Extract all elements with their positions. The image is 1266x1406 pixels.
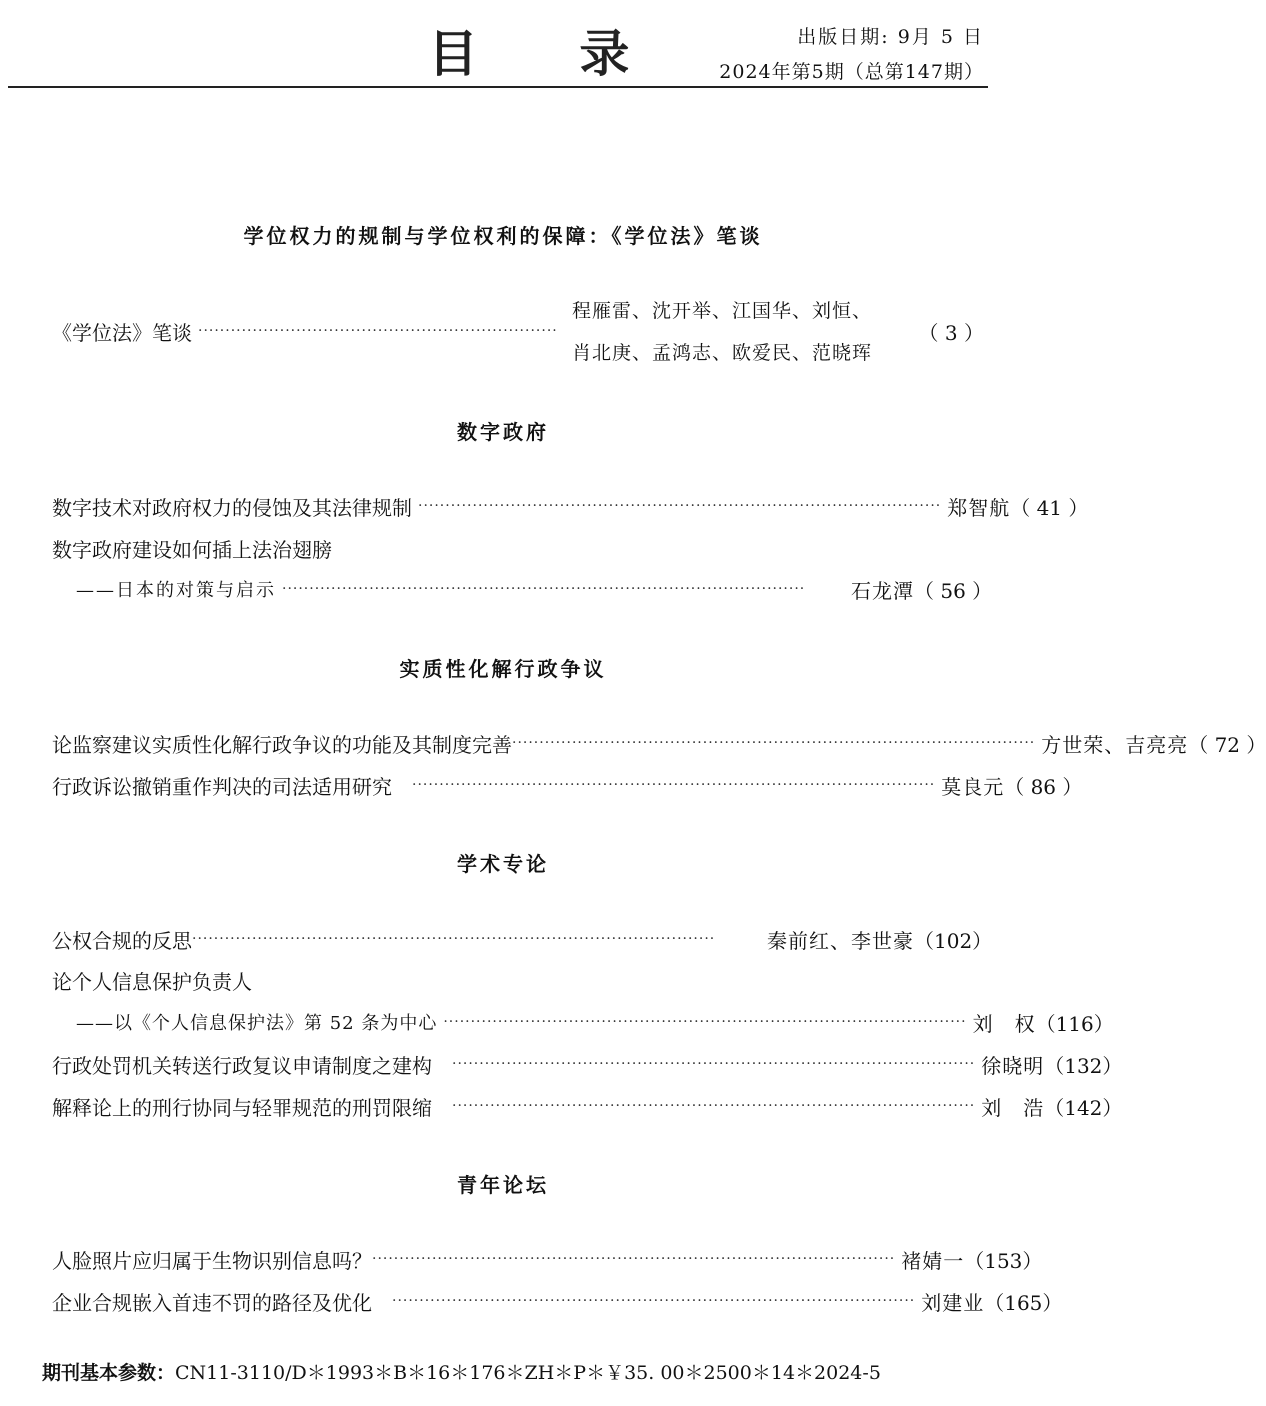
toc-entry[interactable] — [52, 768, 1083, 802]
entry-author: 莫良元 — [941, 774, 1005, 799]
entry-authors: 程雁雷、沈开举、江国华、刘恒、 肖北庚、孟鸿志、欧爱民、范晓珲 — [572, 300, 873, 364]
entry-title: 人脸照片应归属于生物识别信息吗？ — [52, 1248, 372, 1273]
leader-dots: ································································································ — [392, 1293, 916, 1309]
leader-dots: ································································································ — [443, 1014, 967, 1030]
entry-title: 数字技术对政府权力的侵蚀及其法律规制 — [52, 495, 412, 520]
entry-page: （132） — [1044, 1053, 1123, 1078]
issue-info: 2024年第5期（总第147期） — [719, 61, 984, 83]
leader-dots: ································································································ — [412, 777, 936, 793]
entry-page: （ 56 ） — [914, 578, 993, 603]
entry-title: 论监察建议实质性化解行政争议的功能及其制度完善 — [52, 732, 512, 757]
entry-subtitle: ——以《个人信息保护法》第 52 条为中心 — [76, 1013, 438, 1034]
leader-dots: ································································································ — [282, 581, 806, 597]
section-title-youth-forum: 青年论坛 — [457, 1173, 549, 1197]
entry-author: 方世荣、吉亮亮 — [1041, 732, 1189, 757]
section-title-degree-law: 学位权力的规制与学位权利的保障：《学位法》笔谈 — [243, 224, 763, 248]
entry-title: 企业合规嵌入首违不罚的路径及优化 — [52, 1290, 372, 1315]
entry-subtitle: ——日本的对策与启示 — [76, 580, 276, 601]
section-title-digital-government: 数字政府 — [457, 420, 549, 444]
entry-author: 刘 浩 — [981, 1095, 1045, 1120]
entry-page: （153） — [964, 1248, 1043, 1273]
entry-author: 秦前红、李世豪 — [767, 928, 914, 953]
leader-dots: ································································································ — [512, 735, 1036, 751]
entry-page: （142） — [1044, 1095, 1123, 1120]
journal-parameters-label: 期刊基本参数： — [42, 1362, 176, 1384]
toc-entry[interactable] — [52, 1089, 1123, 1123]
leader-dots: ································································································ — [372, 1251, 896, 1267]
leader-dots: ································································································ — [418, 498, 942, 514]
leader-dots: ································································································ — [452, 1056, 976, 1072]
publication-date: 出版日期: 9月 5 日 — [797, 26, 984, 48]
entry-page: （ 72 ） — [1188, 732, 1266, 757]
toc-entry[interactable] — [52, 922, 993, 956]
entry-title[interactable]: 数字政府建设如何插上法治翅膀 — [52, 537, 332, 562]
entry-title: 《学位法》笔谈 — [52, 320, 192, 345]
entry-author: 刘 权 — [972, 1011, 1036, 1036]
entry-author: 刘建业 — [921, 1290, 985, 1315]
leader-dots: ································································································ — [192, 931, 716, 947]
entry-title[interactable]: 论个人信息保护负责人 — [52, 969, 252, 994]
toc-entry[interactable] — [52, 1284, 1063, 1318]
toc-entry[interactable] — [52, 1242, 1043, 1276]
journal-parameters — [42, 1358, 881, 1385]
section-title-dispute-resolution: 实质性化解行政争议 — [399, 657, 607, 681]
page-title: 目 录 — [428, 25, 672, 83]
journal-parameters-value: CN11-3110/D＊1993＊B＊16＊176＊ZH＊P＊￥35. 00＊2500＊14＊2024-5 — [175, 1362, 881, 1384]
leader-dots: ································································································ — [452, 1098, 976, 1114]
section-title-academic-monographs: 学术专论 — [457, 852, 549, 876]
toc-entry[interactable] — [76, 572, 993, 606]
entry-page: （ 41 ） — [1010, 495, 1089, 520]
toc-entry[interactable] — [52, 726, 1266, 760]
entry-author: 郑智航 — [947, 495, 1011, 520]
entry-page: （ 3 ） — [918, 320, 984, 345]
toc-entry[interactable] — [76, 1005, 1114, 1039]
entry-page: （102） — [914, 928, 993, 953]
entry-page: （ 86 ） — [1004, 774, 1083, 799]
entry-title: 行政诉讼撤销重作判决的司法适用研究 — [52, 774, 392, 799]
toc-entry[interactable] — [52, 489, 1089, 523]
entry-author: 徐晓明 — [981, 1053, 1045, 1078]
toc-entry[interactable] — [52, 1047, 1123, 1081]
entry-title: 公权合规的反思 — [52, 928, 192, 953]
entry-author: 褚婧一 — [901, 1248, 965, 1273]
entry-title: 解释论上的刑行协同与轻罪规范的刑罚限缩 — [52, 1095, 432, 1120]
entry-author: 石龙潭 — [851, 578, 914, 603]
entry-title: 行政处罚机关转送行政复议申请制度之建构 — [52, 1053, 432, 1078]
leader-dots: ·································································· — [198, 323, 558, 339]
entry-page: （165） — [984, 1290, 1063, 1315]
entry-page: （116） — [1035, 1011, 1114, 1036]
header-divider — [8, 86, 988, 88]
